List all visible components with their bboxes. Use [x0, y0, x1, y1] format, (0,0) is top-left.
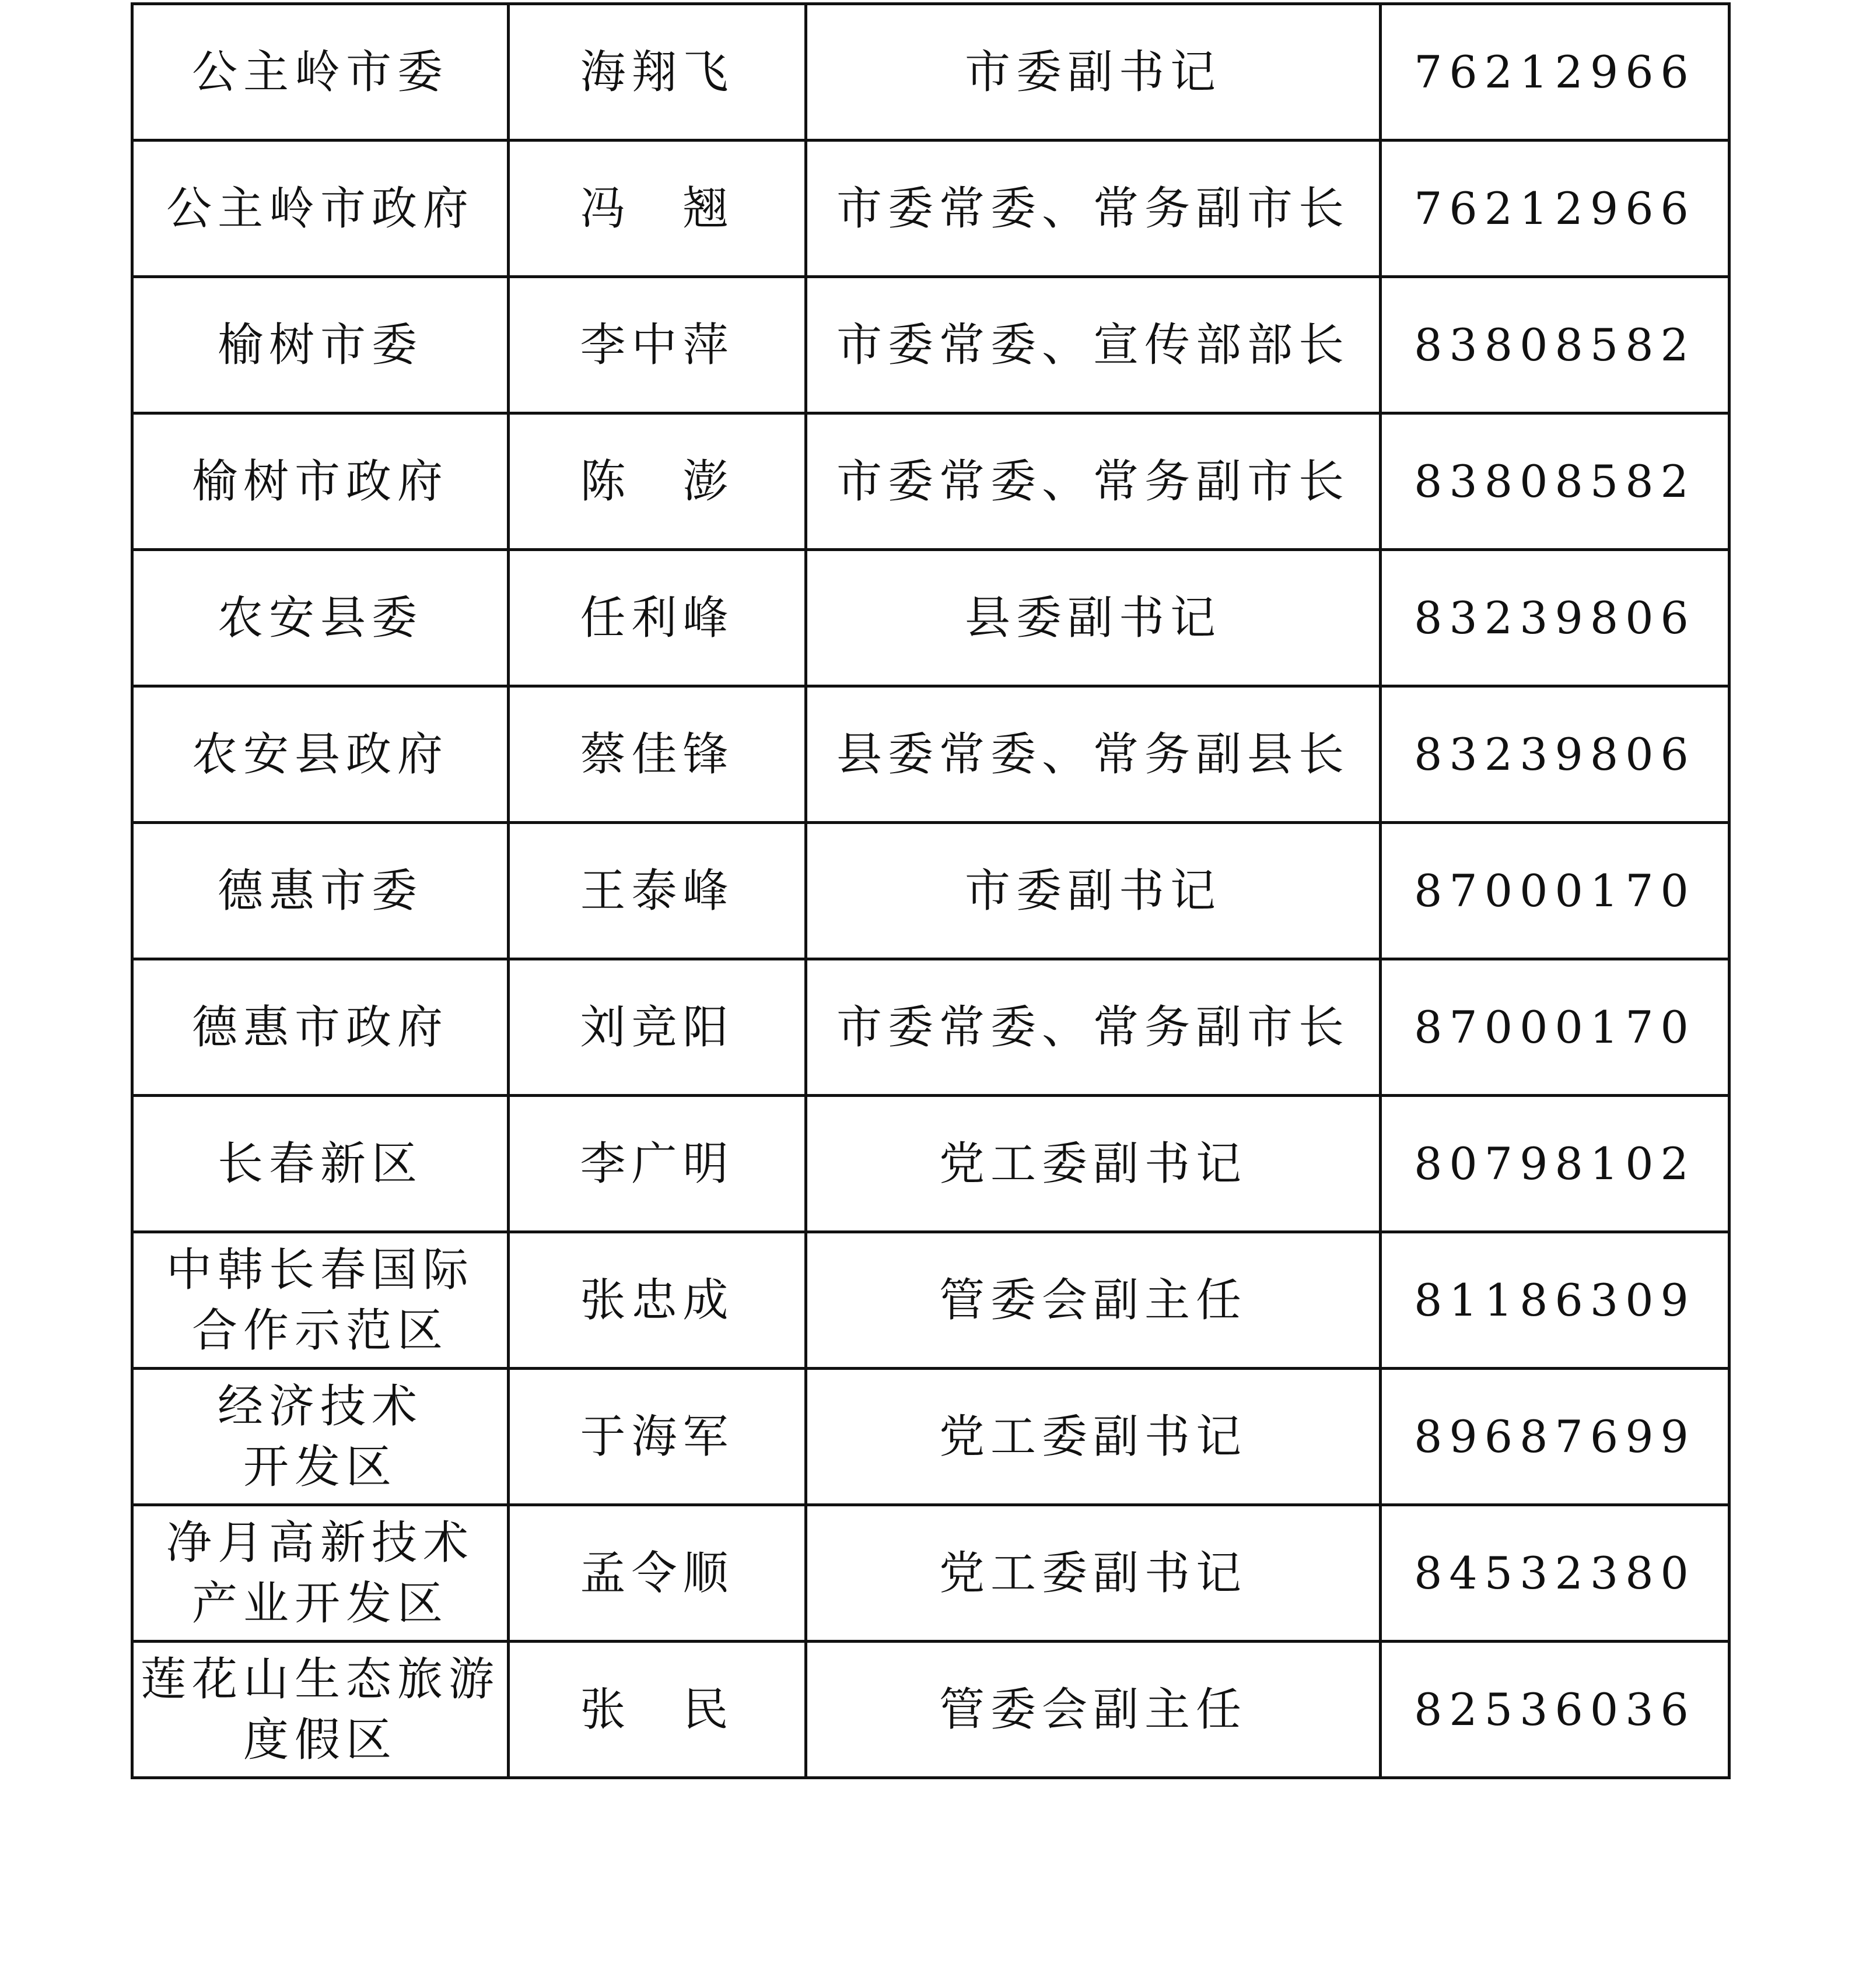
- title-cell: 市委常委、常务副市长: [806, 141, 1381, 277]
- phone-cell: 89687699: [1381, 1369, 1730, 1505]
- title-cell: 县委副书记: [806, 550, 1381, 686]
- name-cell: 孟令顺: [509, 1505, 806, 1642]
- table-row: [132, 686, 1730, 823]
- phone-cell: 84532380: [1381, 1505, 1730, 1642]
- unit-cell: 长春新区: [132, 1096, 509, 1232]
- phone-cell: 83239806: [1381, 686, 1730, 823]
- unit-cell: 德惠市政府: [132, 959, 509, 1096]
- table-row: [132, 141, 1730, 277]
- phone-cell: 83808582: [1381, 413, 1730, 550]
- title-cell: 党工委副书记: [806, 1096, 1381, 1232]
- table-row: [132, 413, 1730, 550]
- title-cell: 市委常委、常务副市长: [806, 959, 1381, 1096]
- phone-cell: 81186309: [1381, 1232, 1730, 1369]
- phone-cell: 83808582: [1381, 277, 1730, 413]
- table-row: [132, 4, 1730, 141]
- name-cell: 海翔飞: [509, 4, 806, 141]
- name-cell: 冯 翘: [509, 141, 806, 277]
- name-cell: 于海军: [509, 1369, 806, 1505]
- unit-cell: 净月高新技术 产业开发区: [132, 1505, 509, 1642]
- table-body: [132, 4, 1730, 1778]
- unit-cell: 中韩长春国际 合作示范区: [132, 1232, 509, 1369]
- name-cell: 张忠成: [509, 1232, 806, 1369]
- name-cell: 任利峰: [509, 550, 806, 686]
- unit-cell: 农安县委: [132, 550, 509, 686]
- table-row: [132, 1096, 1730, 1232]
- title-cell: 党工委副书记: [806, 1505, 1381, 1642]
- table-row: [132, 1642, 1730, 1778]
- title-cell: 市委副书记: [806, 4, 1381, 141]
- table-row: [132, 959, 1730, 1096]
- phone-cell: 76212966: [1381, 141, 1730, 277]
- phone-cell: 83239806: [1381, 550, 1730, 686]
- unit-cell: 公主岭市政府: [132, 141, 509, 277]
- unit-cell: 农安县政府: [132, 686, 509, 823]
- phone-cell: 82536036: [1381, 1642, 1730, 1778]
- title-cell: 党工委副书记: [806, 1369, 1381, 1505]
- contact-table: [131, 2, 1731, 1779]
- name-cell: 陈 澎: [509, 413, 806, 550]
- table-row: [132, 550, 1730, 686]
- unit-cell: 榆树市委: [132, 277, 509, 413]
- table-row: [132, 277, 1730, 413]
- table-row: [132, 1369, 1730, 1505]
- name-cell: 蔡佳锋: [509, 686, 806, 823]
- unit-cell: 莲花山生态旅游 度假区: [132, 1642, 509, 1778]
- title-cell: 管委会副主任: [806, 1642, 1381, 1778]
- table-row: [132, 823, 1730, 959]
- title-cell: 县委常委、常务副县长: [806, 686, 1381, 823]
- unit-cell: 经济技术 开发区: [132, 1369, 509, 1505]
- table-row: [132, 1232, 1730, 1369]
- name-cell: 王泰峰: [509, 823, 806, 959]
- name-cell: 李中萍: [509, 277, 806, 413]
- phone-cell: 87000170: [1381, 959, 1730, 1096]
- title-cell: 市委副书记: [806, 823, 1381, 959]
- phone-cell: 76212966: [1381, 4, 1730, 141]
- name-cell: 刘竞阳: [509, 959, 806, 1096]
- phone-cell: 80798102: [1381, 1096, 1730, 1232]
- unit-cell: 德惠市委: [132, 823, 509, 959]
- title-cell: 管委会副主任: [806, 1232, 1381, 1369]
- name-cell: 张 民: [509, 1642, 806, 1778]
- phone-cell: 87000170: [1381, 823, 1730, 959]
- table-row: [132, 1505, 1730, 1642]
- title-cell: 市委常委、宣传部部长: [806, 277, 1381, 413]
- unit-cell: 公主岭市委: [132, 4, 509, 141]
- name-cell: 李广明: [509, 1096, 806, 1232]
- title-cell: 市委常委、常务副市长: [806, 413, 1381, 550]
- unit-cell: 榆树市政府: [132, 413, 509, 550]
